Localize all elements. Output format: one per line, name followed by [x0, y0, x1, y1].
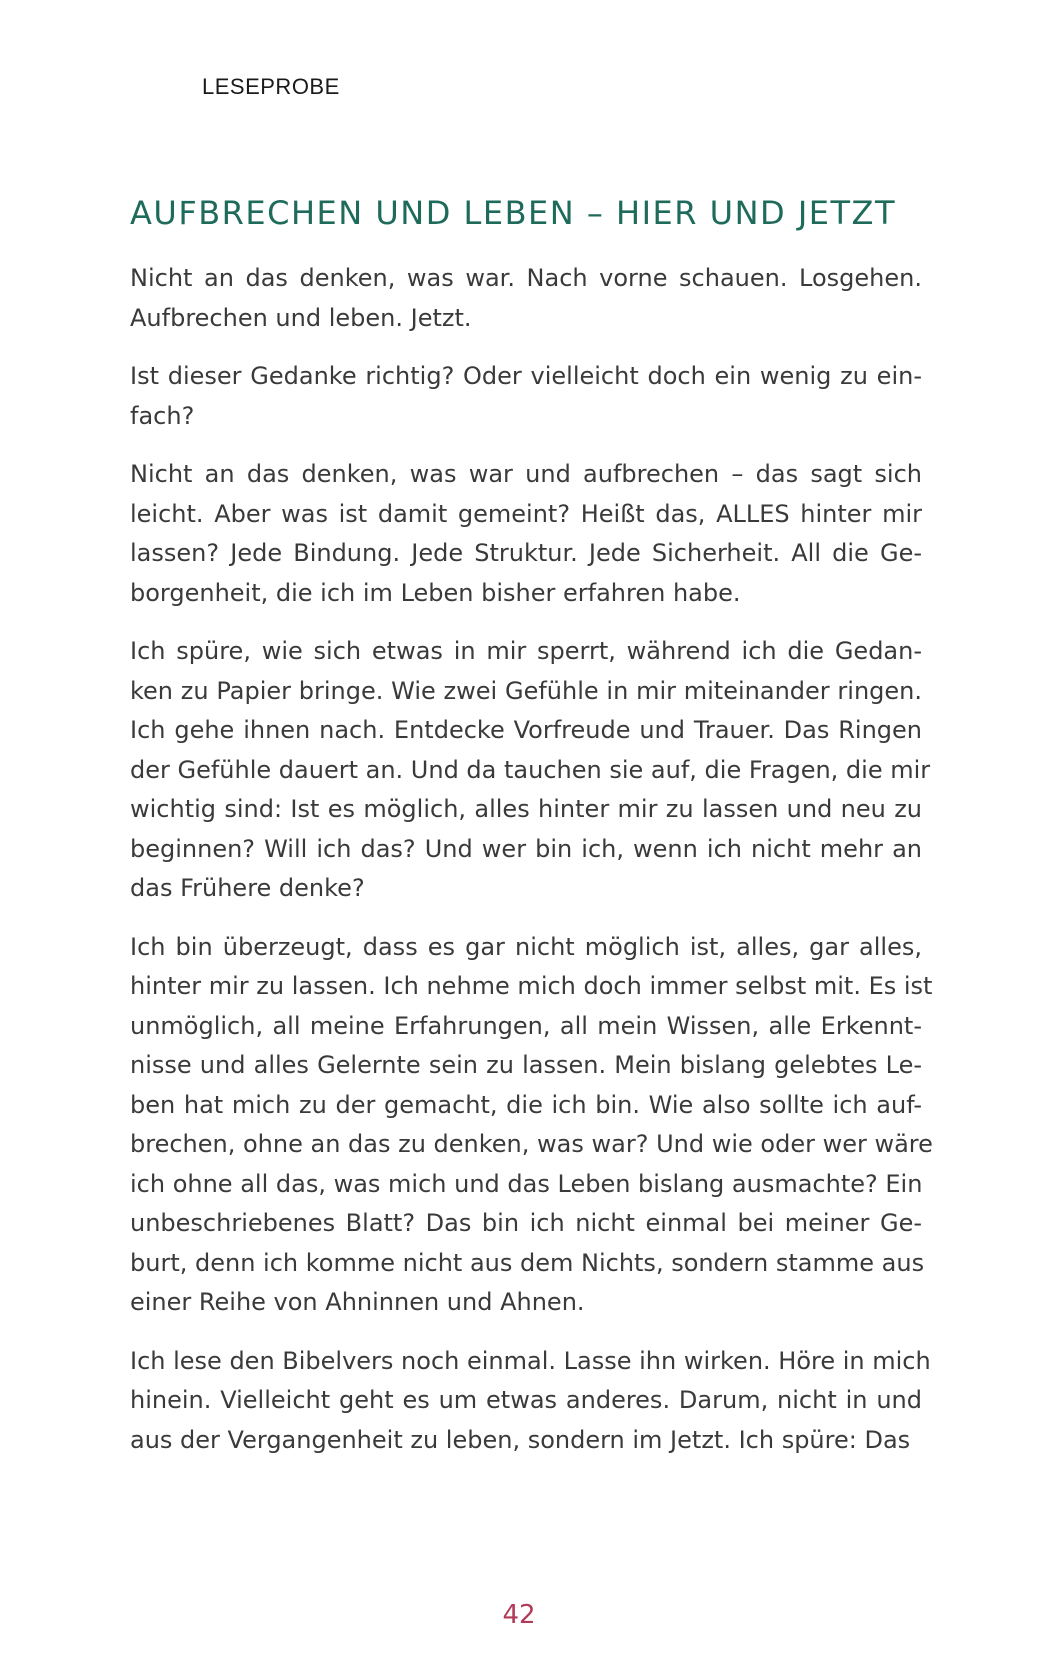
text-line: ken zu Papier bringe. Wie zwei Gefühle in mir miteinander ringen.: [130, 676, 922, 705]
text-line: Ist dieser Gedanke richtig? Oder vielleicht doch ein wenig zu ein-: [130, 362, 922, 390]
text-line: aus der Vergangenheit zu leben, sondern im Jetzt. Ich spüre: Das: [130, 1425, 911, 1454]
text-line: Nicht an das denken, was war und aufbrechen – das sagt sich: [130, 460, 922, 488]
text-line: Nicht an das denken, was war. Nach vorne schauen. Losgehen.: [130, 264, 922, 292]
text-line: unbeschriebenes Blatt? Das bin ich nicht einmal bei meiner Ge-: [130, 1209, 922, 1237]
chapter-title: AUFBRECHEN UND LEBEN – HIER UND JETZT: [130, 194, 896, 232]
text-line: ich ohne all das, was mich und das Leben bislang ausmachte? Ein: [130, 1169, 923, 1198]
text-line: Ich lese den Bibelvers noch einmal. Lasse ihn wirken. Höre in mich: [130, 1346, 931, 1375]
text-line: brechen, ohne an das zu denken, was war? Und wie oder wer wäre: [130, 1130, 933, 1158]
text-line: Ich bin überzeugt, dass es gar nicht möglich ist, alles, gar alles,: [130, 932, 922, 961]
paragraph: [130, 259, 922, 338]
text-line: Aufbrechen und leben. Jetzt.: [130, 303, 472, 332]
text-line: einer Reihe von Ahninnen und Ahnen.: [130, 1288, 585, 1316]
text-line: wichtig sind: Ist es möglich, alles hinter mir zu lassen und neu zu: [130, 795, 922, 823]
text-line: hinein. Vielleicht geht es um etwas anderes. Darum, nicht in und: [130, 1386, 922, 1414]
paragraph: [130, 1342, 931, 1461]
section-label: LESEPROBE: [202, 74, 340, 99]
text-line: beginnen? Will ich das? Und wer bin ich, wenn ich nicht mehr an: [130, 834, 922, 863]
text-line: fach?: [130, 401, 195, 430]
text-line: lassen? Jede Bindung. Jede Struktur. Jede Sicherheit. All die Ge-: [130, 539, 922, 567]
text-line: borgenheit, die ich im Leben bisher erfahren habe.: [130, 578, 741, 607]
text-line: das Frühere denke?: [130, 874, 365, 902]
text-line: der Gefühle dauert an. Und da tauchen sie auf, die Fragen, die mir: [130, 755, 931, 784]
paragraph: [130, 928, 933, 1323]
text-line: Ich gehe ihnen nach. Entdecke Vorfreude und Trauer. Das Ringen: [130, 716, 922, 744]
paragraph: [130, 357, 922, 436]
text-line: leicht. Aber was ist damit gemeint? Heißt das, ALLES hinter mir: [130, 499, 922, 528]
body-text: [130, 259, 933, 1479]
text-line: unmöglich, all meine Erfahrungen, all mein Wissen, alle Erkennt-: [130, 1011, 922, 1040]
paragraph: [130, 632, 931, 909]
text-line: hinter mir zu lassen. Ich nehme mich doch immer selbst mit. Es ist: [130, 972, 933, 1000]
text-line: nisse und alles Gelernte sein zu lassen. Mein bislang gelebtes Le-: [130, 1051, 922, 1079]
text-line: Ich spüre, wie sich etwas in mir sperrt, während ich die Gedan-: [130, 637, 922, 665]
text-line: ben hat mich zu der gemacht, die ich bin. Wie also sollte ich auf-: [130, 1090, 922, 1119]
text-line: burt, denn ich komme nicht aus dem Nichts, sondern stamme aus: [130, 1248, 925, 1277]
page-number: 42: [502, 1600, 536, 1630]
paragraph: [130, 455, 922, 613]
